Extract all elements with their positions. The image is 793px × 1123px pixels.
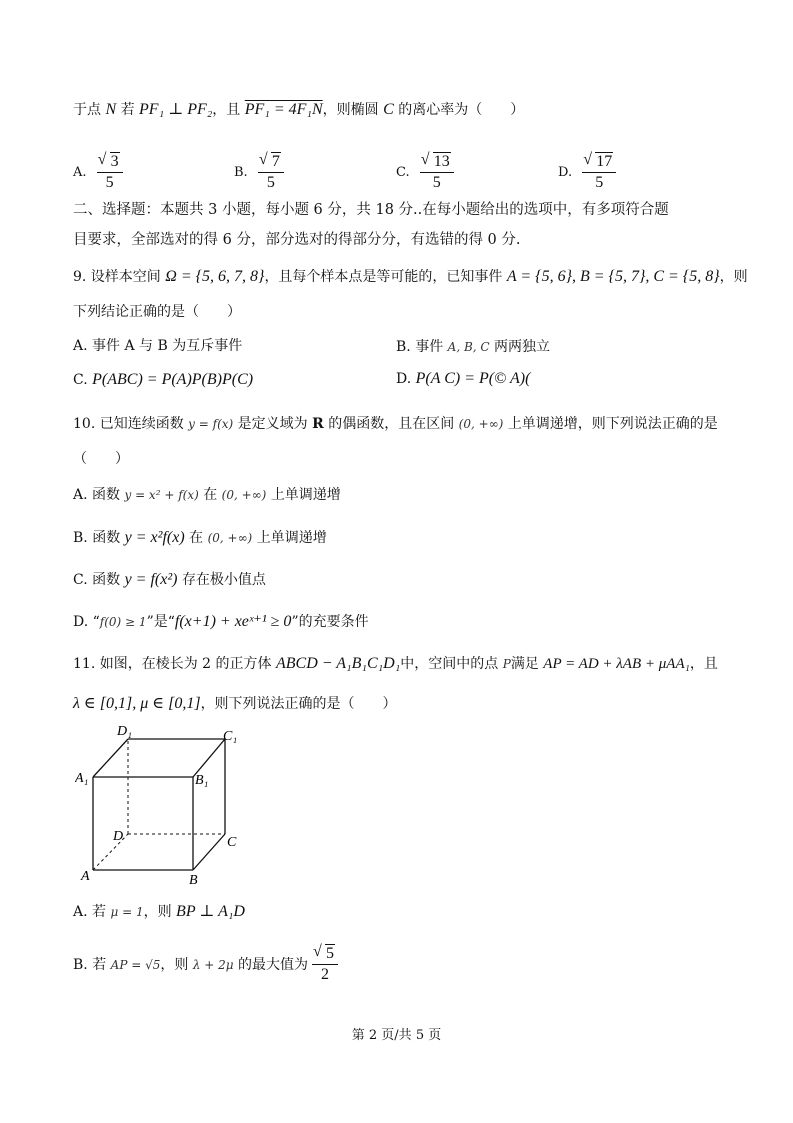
q9-events: A = {5, 6}, B = {5, 7}, C = {5, 8} <box>506 268 720 285</box>
label-c: C <box>227 835 237 850</box>
q8-option-a-label: A. <box>73 165 87 180</box>
q10-option-a-interval: (0, +∞) <box>221 488 267 502</box>
q10-option-a-tail: 上单调递增 <box>270 487 341 503</box>
q11-option-b <box>73 955 308 975</box>
q10-option-d-label: D. “ <box>73 614 100 630</box>
q10-option-b-interval: (0, +∞) <box>207 531 253 545</box>
q8-option-d-label: D. <box>558 165 573 180</box>
q10-option-c-label: C. 函数 <box>73 572 121 588</box>
q8-option-a-frac <box>97 152 123 193</box>
q10-option-b <box>73 528 327 548</box>
q9-text-2: ，且每个样本点是等可能的，已知事件 <box>264 269 503 285</box>
page-footer: 第 2 页/共 5 页 <box>351 1028 442 1043</box>
q10-option-b-expr: y = x²f(x) <box>124 529 185 546</box>
q10-option-d <box>73 612 369 632</box>
q11-vector-expr: AP = AD + λAB + μAA₁ <box>543 656 690 672</box>
q9-option-c-label: C. <box>73 372 88 388</box>
q11-option-a-label: A. 若 <box>73 904 107 920</box>
q10-option-a-expr: y = x² + f(x) <box>124 488 199 502</box>
q10-option-b-in: 在 <box>189 530 204 546</box>
label-b1: B₁ <box>195 773 209 788</box>
q8-option-c-frac <box>420 152 454 193</box>
q11-cube: ABCD − A₁B₁C₁D₁ <box>275 655 401 672</box>
q8-option-b <box>234 152 284 193</box>
q11-option-b-frac <box>312 944 338 985</box>
section2-line1: 二、选择题：本题共 3 小题，每小题 6 分，共 18 分..在每小题给出的选项中，有多项符合题 <box>73 202 669 218</box>
q10-text-4: 上单调递增，则下列说法正确的是 <box>507 416 718 432</box>
label-a: A <box>81 869 90 884</box>
q9-omega: Ω = {5, 6, 7, 8} <box>165 268 265 285</box>
q10-option-d-mid: ”是“ <box>146 614 175 630</box>
q11-option-a-expr: BP ⊥ A₁D <box>176 903 245 920</box>
label-a1: A₁ <box>75 771 89 786</box>
q10-stem-line1 <box>73 414 718 434</box>
q10-text-2: 是定义域为 <box>237 416 308 432</box>
q10-option-a-in: 在 <box>203 487 218 503</box>
q8-option-b-frac <box>258 152 284 193</box>
q10-option-c-tail: 存在极小值点 <box>181 572 266 588</box>
q9-stem-line2: 下列结论正确的是（ ） <box>73 304 241 320</box>
cube-edge-b1-c1 <box>193 739 225 777</box>
q10-func: y = f(x) <box>188 417 234 431</box>
q8-point-n: N <box>105 101 117 118</box>
label-d: D <box>113 829 124 844</box>
q8-option-d-frac <box>582 152 616 193</box>
q9-option-d-expr: P(A C) = P(© A)( <box>415 370 531 387</box>
q11-option-a-cond: μ = 1 <box>110 905 144 919</box>
q10-option-d-tail: ”的充要条件 <box>291 614 369 630</box>
q9-option-c-expr: P(ABC) = P(A)P(B)P(C) <box>92 371 254 388</box>
q8-perp-expr: PF₁ ⊥ PF₂ <box>139 101 213 118</box>
q8-option-b-label: B. <box>234 165 248 180</box>
q11-text-1: 11. 如图，在棱长为 2 的正方体 <box>73 656 272 672</box>
q8-option-b-num: 7 <box>271 153 280 170</box>
q8-ellipse-c: C <box>383 101 394 118</box>
q8-option-b-den: 5 <box>266 174 275 191</box>
q11-option-b-expr: λ + 2μ <box>192 958 234 972</box>
q11-stem-line2 <box>73 694 397 714</box>
q10-option-d-expr2: f(x+1) + xeˣ⁺¹ ≥ 0 <box>174 613 292 630</box>
q8-option-c <box>396 152 454 193</box>
q9-text-3: ，则 <box>719 269 748 285</box>
q9-option-b-abc: A, B, C <box>447 340 490 354</box>
q8-option-d-den: 5 <box>595 174 604 191</box>
q9-option-b-label: B. 事件 <box>396 339 444 355</box>
q8-option-c-num: 13 <box>433 153 450 170</box>
cube-edge-b-c <box>193 834 225 870</box>
q9-option-d <box>396 370 530 388</box>
q8-option-c-label: C. <box>396 165 410 180</box>
q11-text-5: ，则下列说法正确的是（ ） <box>200 696 397 712</box>
q10-text-3: 的偶函数，且在区间 <box>328 416 455 432</box>
q11-point-p: P <box>502 657 511 671</box>
q10-stem-line2: （ ） <box>73 451 129 467</box>
q11-stem-line1 <box>73 654 718 674</box>
cube-figure <box>75 722 250 887</box>
q9-text-1: 9. 设样本空间 <box>73 269 161 285</box>
q8-text-1: 于点 <box>73 102 101 118</box>
q11-option-a-mid: ，则 <box>143 904 172 920</box>
q8-vector-expr: PF₁ = 4F₁N <box>244 101 323 118</box>
q8-text-4: ，则椭圆 <box>322 102 379 118</box>
label-d1: D₁ <box>117 724 132 739</box>
q10-option-a-label: A. 函数 <box>73 487 121 503</box>
q11-text-3: 满足 <box>510 656 539 672</box>
q8-text-3: ，且 <box>212 102 241 118</box>
q10-option-b-label: B. 函数 <box>73 530 121 546</box>
q10-option-b-tail: 上单调递增 <box>256 530 327 546</box>
q9-stem-line1 <box>73 267 748 287</box>
q8-text-2: 若 <box>120 102 135 118</box>
q10-option-c-expr: y = f(x²) <box>124 571 178 588</box>
q11-text-2: 中，空间中的点 <box>400 656 499 672</box>
q8-option-a-den: 5 <box>105 174 114 191</box>
q8-stem <box>73 100 524 120</box>
q11-option-b-tail: 的最大值为 <box>238 957 309 973</box>
q11-option-b-mid: ，则 <box>160 957 189 973</box>
q11-text-4: ，且 <box>689 656 718 672</box>
q10-interval: (0, +∞) <box>458 417 504 431</box>
q10-reals: R <box>312 416 324 432</box>
section2-line2: 目要求，全部选对的得 6 分，部分选对的得部分分，有选错的得 0 分. <box>73 232 521 248</box>
q11-option-b-den: 2 <box>321 966 329 983</box>
q9-option-c <box>73 370 253 390</box>
q10-option-c <box>73 570 266 590</box>
q8-option-a-num: 3 <box>110 153 119 170</box>
q10-option-d-expr1: f(0) ≥ 1 <box>99 615 147 629</box>
q11-option-b-label: B. 若 <box>73 957 107 973</box>
cube-edge-a1-d1 <box>93 739 128 777</box>
q8-option-d <box>558 152 616 193</box>
q10-text-1: 10. 已知连续函数 <box>73 416 184 432</box>
label-c1: C₁ <box>223 729 238 744</box>
q11-option-b-cond: AP = √5 <box>110 958 161 972</box>
q11-option-b-num: 5 <box>326 945 334 962</box>
q9-option-a: A. 事件 A 与 B 为互斥事件 <box>73 338 243 354</box>
q9-option-b-tail: 两两独立 <box>494 339 551 355</box>
q9-option-b <box>396 336 550 356</box>
label-b: B <box>189 873 198 887</box>
q8-option-a <box>73 152 123 193</box>
q8-text-5: 的离心率为（ ） <box>398 102 525 118</box>
q8-option-c-den: 5 <box>432 174 441 191</box>
q10-option-a <box>73 485 341 505</box>
q11-range: λ ∈ [0,1], μ ∈ [0,1] <box>73 695 201 712</box>
q9-option-d-label: D. <box>396 371 412 387</box>
q11-option-a <box>73 902 245 922</box>
q8-option-d-num: 17 <box>596 153 613 170</box>
